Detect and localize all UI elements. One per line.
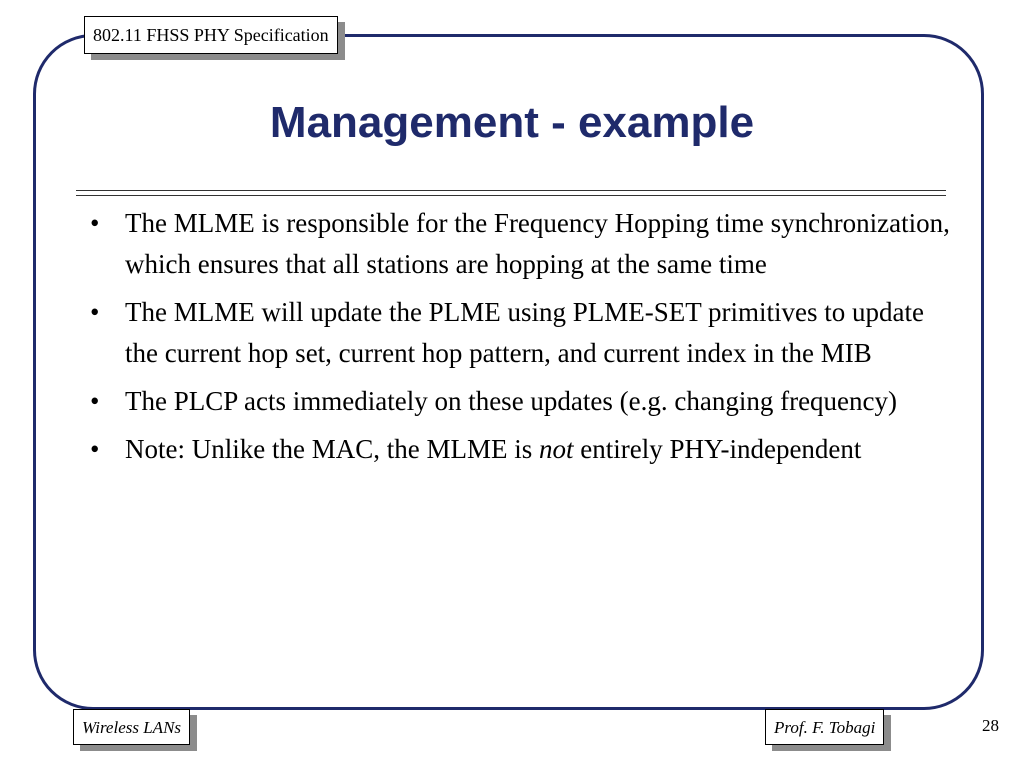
bullet-text: The MLME is responsible for the Frequency Hopping time synchronization, which ensures that all stations are hopping at the same time (125, 208, 950, 279)
header-label: 802.11 FHSS PHY Specification (84, 16, 338, 54)
bullet-item (90, 203, 950, 285)
bullet-item (90, 381, 950, 422)
bullet-text-suffix: entirely PHY-independent (573, 434, 862, 464)
slide-title: Management - example (269, 98, 755, 147)
bullet-item (90, 429, 950, 470)
title-divider-bottom (76, 195, 946, 196)
bullet-text: The MLME will update the PLME using PLME-SET primitives to update the current hop set, current hop pattern, and current index in the MIB (125, 297, 924, 368)
bullet-text-prefix: Note: Unlike the MAC, the MLME is (125, 434, 539, 464)
bullet-text-emphasis: not (538, 434, 574, 464)
footer-author-label: Prof. F. Tobagi (765, 709, 884, 745)
bullet-list (90, 203, 950, 477)
bullet-item (90, 292, 950, 374)
title-divider-top (76, 190, 946, 191)
bullet-text: The PLCP acts immediately on these updates (e.g. changing frequency) (125, 386, 898, 416)
footer-course-label: Wireless LANs (73, 709, 190, 745)
page-number: 28 (982, 716, 999, 735)
